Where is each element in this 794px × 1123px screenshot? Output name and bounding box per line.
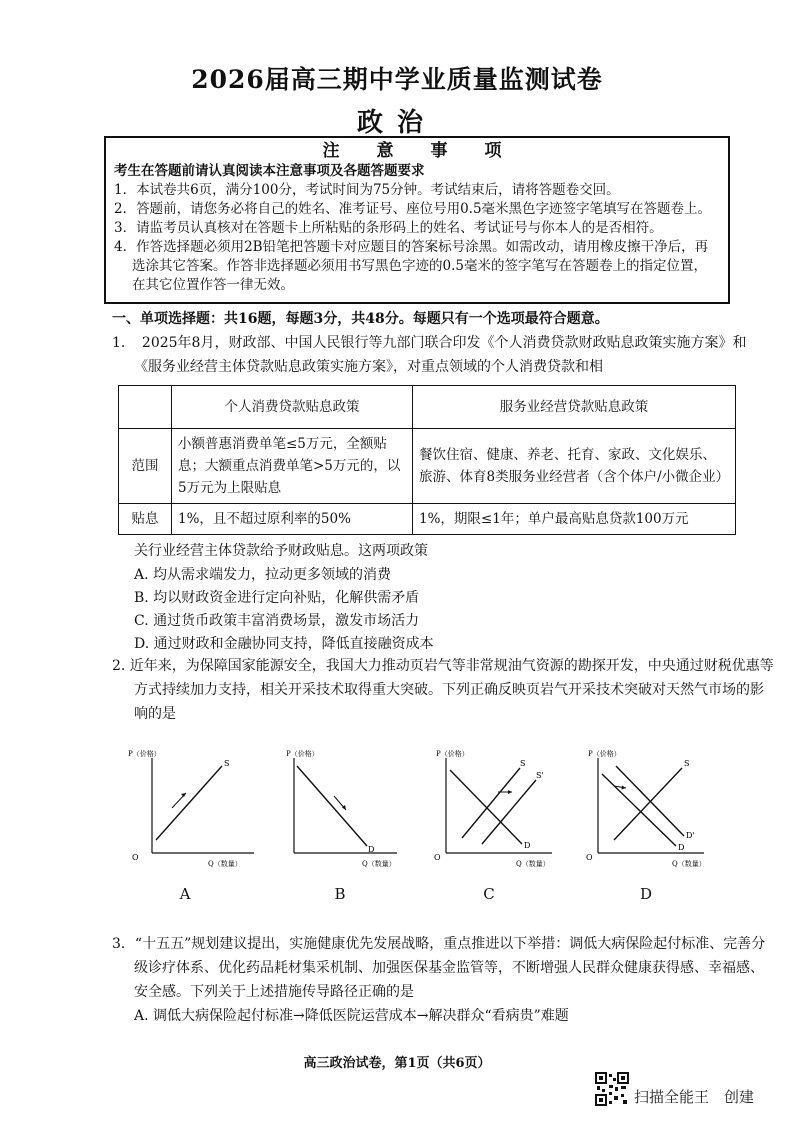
option-c: C. 通过货币政策丰富消费场景，激发市场活力	[134, 613, 420, 629]
question-1-stem: 1． 2025年8月，财政部、中国人民银行等九部门联合印发《个人消费贷款财政贴息政策实施方案》和《服务业经营主体贷款贴息政策实施方案》，对重点领域的个人消费贷款和相	[112, 335, 747, 375]
scanner-watermark: 扫描全能王 创建	[634, 1088, 755, 1106]
demand-curve	[450, 770, 522, 844]
notice-item: 4．作答选择题必须用2B铅笔把答题卡对应题目的答案标号涂黑。如需改动，请用橡皮擦干净后，再选涂其它答案。作答非选择题必须用书写黑色字迹的0.5毫米的签字笔写在答题卷上的指定位置，在其它位置作答一律无效。	[114, 239, 709, 293]
table-header-cell	[119, 386, 172, 429]
notice-item: 2．答题前，请您务必将自己的姓名、准考证号、座位号用0.5毫米黑色字迹签字笔填写在答题卷上。	[114, 201, 712, 217]
axis-p-label: P（价格）	[588, 750, 621, 758]
table-cell: 餐饮住宿、健康、养老、托育、家政、文化娱乐、旅游、体育8类服务业经营者（含个体户/小微企业）	[413, 429, 736, 504]
curve-s2-label: S'	[536, 771, 544, 780]
table-header-cell: 服务业经营贷款贴息政策	[413, 386, 736, 429]
qr-code-icon	[595, 1072, 629, 1106]
notice-box	[104, 136, 730, 304]
question-1-continuation: 关行业经营主体贷款给予财政贴息。这两项政策	[134, 543, 428, 559]
supply-demand-chart-d	[584, 748, 744, 878]
page-footer: 高三政治试卷，第1页（共6页）	[303, 1056, 491, 1071]
curve-s-label: S	[224, 759, 230, 768]
curve-d2-label: D'	[686, 831, 695, 840]
table-row	[119, 504, 736, 535]
chart-label-b: B	[334, 885, 346, 903]
curve-s-label: S	[684, 759, 690, 768]
arrow-head-icon	[181, 793, 186, 797]
axis-q-label: Q（数量）	[362, 860, 396, 868]
supply-curve	[156, 766, 222, 840]
supply-curve	[614, 768, 682, 840]
curve-d-label: D	[524, 841, 531, 850]
demand-curve	[602, 774, 676, 846]
table-cell: 1%，且不超过原利率的50%	[172, 504, 413, 535]
arrow-head-icon	[508, 790, 512, 794]
chart-label-c: C	[483, 885, 495, 903]
table-header-cell: 个人消费贷款贴息政策	[172, 386, 413, 429]
exam-subject: 政治	[356, 108, 437, 138]
origin-label: O	[434, 853, 441, 862]
option-a: A. 均从需求端发力，拉动更多领域的消费	[134, 567, 392, 583]
table-header-row	[119, 386, 736, 429]
notice-item: 1．本试卷共6页，满分100分，考试时间为75分钟。考试结束后，请将答题卷交回。	[114, 182, 620, 198]
supply-demand-chart-c	[432, 748, 592, 878]
curve-d-label: D	[368, 845, 375, 854]
option-b: B. 均以财政资金进行定向补贴，化解供需矛盾	[134, 590, 420, 606]
axis-p-label: P（价格）	[286, 750, 319, 758]
question-2-stem: 2. 近年来，为保障国家能源安全，我国大力推动页岩气等非常规油气资源的勘探开发，中央通过财税优惠等方式持续加力支持，相关开采技术取得重大突破。下列正确反映页岩气开采技术突破对天然气市场的影响的是	[112, 658, 774, 722]
exam-title: 2026届高三期中学业质量监测试卷	[191, 65, 603, 94]
demand-curve	[297, 766, 367, 846]
axis-q-label: Q（数量）	[208, 860, 242, 868]
table-row	[119, 429, 736, 504]
axis-p-label: P（价格）	[436, 750, 469, 758]
axis-q-label: Q（数量）	[672, 860, 706, 868]
supply-curve	[462, 768, 520, 838]
subsidy-policy-table	[118, 385, 736, 535]
option-a: A. 调低大病保险起付标准→降低医院运营成本→解决群众“看病贵”难题	[134, 1008, 569, 1024]
question-3-stem: 3．“十五五”规划建议提出，实施健康优先发展战略，重点推进以下举措：调低大病保险起付标准、完善分级诊疗体系、优化药品耗材集采机制、加强医保基金监管等，不断增强人民群众健康获得感、幸福感、安全感。下列关于上述措施传导路径正确的是	[112, 936, 766, 1000]
table-cell: 1%，期限≤1年；单户最高贴息贷款100万元	[413, 504, 736, 535]
origin-label: O	[586, 853, 593, 862]
supply-demand-chart-b	[282, 748, 442, 878]
axis-p-label: P（价格）	[128, 750, 161, 758]
chart-label-a: A	[179, 885, 191, 903]
notice-heading: 注 意 事 项	[322, 141, 512, 161]
table-cell: 范围	[119, 429, 172, 504]
section-heading: 一、单项选择题：共16题，每题3分，共48分。每题只有一个选项最符合题意。	[112, 311, 609, 327]
chart-label-d: D	[639, 885, 653, 903]
option-d: D. 通过财政和金融协同支持，降低直接融资成本	[134, 636, 434, 652]
table-cell: 贴息	[119, 504, 172, 535]
supply-demand-chart-a	[124, 748, 284, 878]
notice-item: 3．请监考员认真核对在答题卡上所粘贴的条形码上的姓名、考试证号与你本人的是否相符。	[114, 220, 663, 236]
notice-intro: 考生在答题前请认真阅读本注意事项及各题答题要求	[114, 163, 425, 179]
curve-s-label: S	[520, 759, 526, 768]
curve-d-label: D	[678, 843, 685, 852]
table-cell: 小额普惠消费单笔≤5万元，全额贴息；大额重点消费单笔>5万元的，以5万元为上限贴息	[172, 429, 413, 504]
origin-label: O	[132, 853, 139, 862]
axis-q-label: Q（数量）	[516, 860, 550, 868]
